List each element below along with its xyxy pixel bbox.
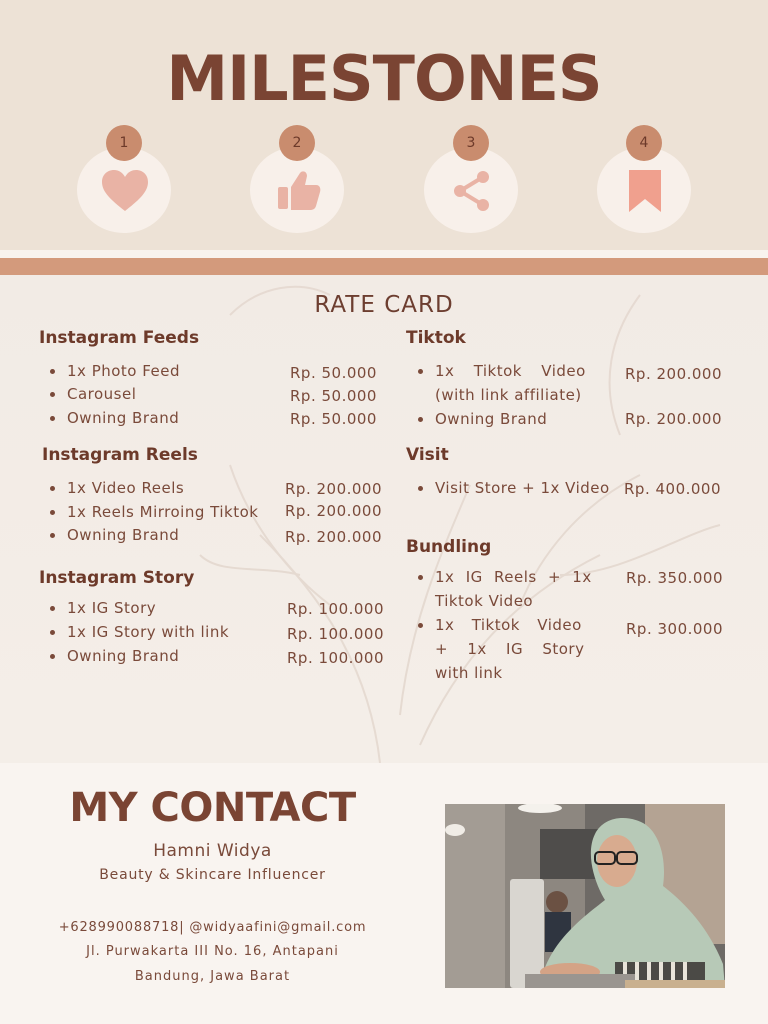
instagram-story-heading: Instagram Story	[39, 568, 195, 588]
rate-item-label: Owning Brand	[67, 644, 179, 668]
tiktok-heading: Tiktok	[406, 328, 466, 348]
rate-item-price: Rp. 200.000	[285, 502, 383, 520]
divider-light	[0, 250, 768, 258]
contact-phone-email: +628990088718| @widyaafini@gmail.com	[58, 920, 367, 935]
rate-item-price: Rp. 400.000	[624, 480, 722, 498]
profile-photo	[445, 804, 725, 988]
contact-address-line2: Bandung, Jawa Barat	[134, 969, 291, 984]
milestone-number: 4	[626, 125, 662, 161]
contact-role: Beauty & Skincare Influencer	[99, 867, 326, 883]
milestone-3	[424, 125, 520, 235]
rate-item-label: 1x IG Story	[67, 596, 156, 620]
rate-item-price: Rp. 100.000	[287, 625, 385, 643]
contact-address-line1: Jl. Purwakarta III No. 16, Antapani	[86, 944, 339, 959]
rate-item-label: Owning Brand	[67, 523, 179, 547]
milestones-title: MILESTONES	[166, 42, 602, 115]
share-icon	[448, 169, 496, 213]
instagram-reels-heading: Instagram Reels	[42, 445, 198, 465]
instagram-feeds-heading: Instagram Feeds	[39, 328, 200, 348]
rate-item-price: Rp. 100.000	[287, 649, 385, 667]
rate-item-price: Rp. 50.000	[290, 364, 377, 382]
rate-item-label: 1x Reels Mirroing Tiktok	[67, 500, 258, 524]
milestone-number: 2	[279, 125, 315, 161]
rate-item-price: Rp. 50.000	[290, 410, 377, 428]
rate-item-label: 1x Tiktok Video	[435, 359, 597, 383]
rate-item-price: Rp. 300.000	[626, 620, 724, 638]
rate-item-price: Rp. 350.000	[626, 569, 724, 587]
rate-item-label-cont: + 1x IG Story	[435, 640, 585, 658]
rate-item-price: Rp. 50.000	[290, 387, 377, 405]
thumbs-up-icon	[274, 169, 322, 213]
rate-item-label: 1x IG Story with link	[67, 620, 229, 644]
divider-accent	[0, 258, 768, 275]
rate-item-price: Rp. 200.000	[285, 480, 383, 498]
heart-icon	[101, 169, 149, 213]
rate-item-label: 1x Photo Feed	[67, 359, 180, 383]
rate-item-label: 1x Video Reels	[67, 476, 184, 500]
rate-item-label: 1x Tiktok Video	[435, 613, 582, 637]
milestone-1	[77, 125, 173, 235]
milestone-number: 1	[106, 125, 142, 161]
bookmark-icon	[621, 169, 669, 213]
rate-item-label-cont: with link	[435, 664, 503, 682]
rate-item-label-cont: (with link affiliate)	[435, 386, 582, 404]
rate-item-price: Rp. 200.000	[625, 410, 723, 428]
rate-item-label: Visit Store + 1x Video	[435, 476, 610, 500]
rate-item-price: Rp. 200.000	[625, 365, 723, 383]
contact-name: Hamni Widya	[153, 841, 272, 861]
rate-card-title: RATE CARD	[314, 292, 454, 318]
rate-item-price: Rp. 200.000	[285, 528, 383, 546]
visit-heading: Visit	[406, 445, 449, 465]
rate-item-label: Owning Brand	[67, 406, 179, 430]
contact-title: MY CONTACT	[69, 785, 356, 831]
rate-item-label: Carousel	[67, 382, 136, 406]
rate-item-price: Rp. 100.000	[287, 600, 385, 618]
milestone-4	[597, 125, 693, 235]
rate-item-label: 1x IG Reels + 1x	[435, 565, 592, 589]
rate-item-label: Owning Brand	[435, 407, 547, 431]
milestone-number: 3	[453, 125, 489, 161]
bundling-heading: Bundling	[406, 537, 492, 557]
rate-item-label-cont: Tiktok Video	[435, 592, 534, 610]
milestone-2	[250, 125, 346, 235]
